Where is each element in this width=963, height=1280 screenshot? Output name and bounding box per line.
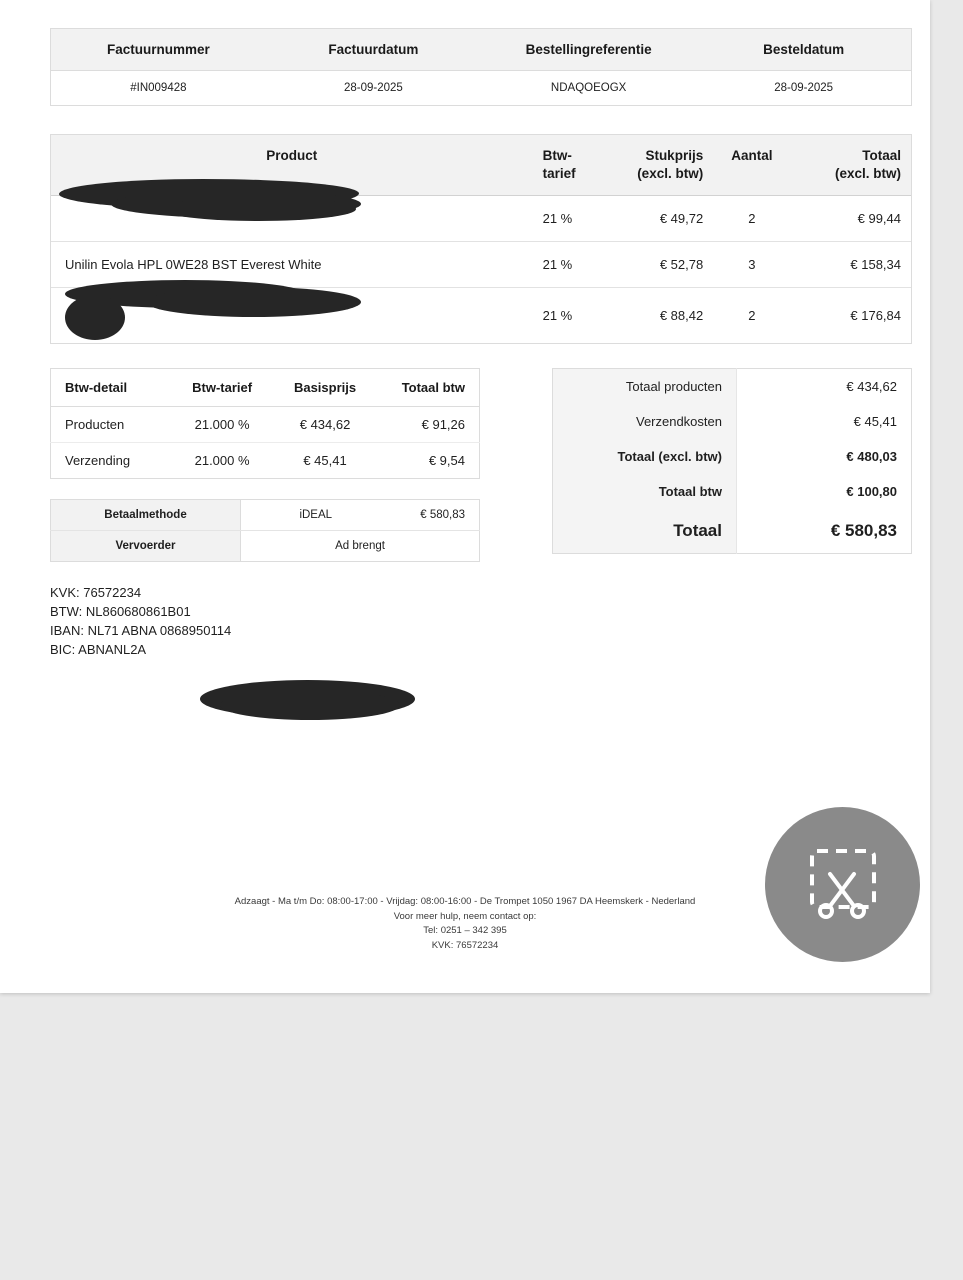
invoice-summary-section (50, 368, 912, 562)
product-total: € 99,44 (791, 196, 911, 242)
table-row (553, 509, 912, 554)
products-header-quantity: Aantal (713, 135, 790, 196)
vat-rate-line-2: tarief (542, 166, 576, 182)
total-line-1: Totaal (862, 148, 901, 163)
product-vat-rate: 21 % (533, 242, 602, 288)
meta-value-order-date: 28-09-2025 (696, 71, 911, 106)
table-row (51, 531, 480, 562)
meta-header-invoice-date: Factuurdatum (266, 29, 481, 71)
vat-detail-rate: 21.000 % (194, 453, 250, 469)
summary-left-column (50, 368, 480, 562)
carrier-label: Vervoerder (51, 531, 241, 562)
summary-right-column (552, 368, 912, 554)
product-unit-price: € 49,72 (601, 196, 713, 242)
table-row (51, 71, 912, 106)
company-details (50, 584, 912, 659)
redaction-mark (200, 680, 415, 718)
totals-label-products: Totaal producten (625, 379, 722, 395)
product-quantity: 2 (713, 288, 790, 344)
carrier-value: Ad brengt (335, 540, 385, 553)
vat-detail-base: € 45,41 (303, 453, 347, 469)
unit-price-line-1: Stukprijs (645, 148, 704, 163)
company-bic: BIC: ABNANL2A (50, 641, 147, 657)
products-header-vat-rate (533, 135, 602, 196)
invoice-content (50, 28, 912, 660)
snapshot-crop-icon (808, 848, 878, 922)
products-header-product: Product (51, 135, 533, 196)
totals-value-grand: € 580,83 (737, 509, 912, 554)
invoice-meta-table (50, 28, 912, 106)
products-table-container (50, 134, 912, 344)
company-kvk: KVK: 76572234 (50, 585, 142, 601)
footer-line-2: Voor meer hulp, neem contact op: (393, 910, 537, 922)
payment-method-label: Betaalmethode (51, 500, 241, 531)
snapshot-crop-button[interactable] (765, 807, 920, 962)
table-row (51, 242, 911, 288)
company-btw: BTW: NL860680861B01 (50, 604, 191, 620)
totals-label-grand: Totaal (673, 521, 722, 541)
table-row (51, 288, 911, 344)
table-header-row (51, 29, 912, 71)
payment-method-amount: € 580,83 (391, 500, 480, 531)
totals-label-vat: Totaal btw (658, 484, 722, 500)
meta-value-order-reference: NDAQOEOGX (481, 71, 696, 106)
total-line-2: (excl. btw) (834, 166, 901, 182)
product-quantity: 3 (713, 242, 790, 288)
vat-detail-header-total: Totaal btw (377, 369, 480, 407)
vat-detail-header-label: Btw-detail (51, 369, 171, 407)
footer-line-1: Adzaagt - Ma t/m Do: 08:00-17:00 - Vrijdag: 08:00-16:00 - De Trompet 1050 1967 DA Heemskerk - Nederland (234, 896, 696, 907)
product-vat-rate: 21 % (533, 196, 602, 242)
footer-line-4: KVK: 76572234 (431, 940, 499, 952)
payment-method-table (50, 499, 480, 562)
payment-method-value: iDEAL (241, 500, 391, 531)
vat-detail-header-base: Basisprijs (274, 369, 377, 407)
product-name: Unilin Evola HPL 0WE28 BST Everest White (51, 242, 533, 288)
table-row (553, 369, 912, 405)
meta-header-order-reference: Bestellingreferentie (481, 29, 696, 71)
totals-value-shipping: € 45,41 (737, 404, 912, 439)
footer-line-3: Tel: 0251 – 342 395 (423, 925, 507, 937)
product-total: € 158,34 (791, 242, 911, 288)
totals-value-excl-vat: € 480,03 (737, 439, 912, 474)
product-name (51, 288, 533, 344)
vat-detail-base: € 434,62 (274, 407, 377, 443)
vat-detail-table (50, 368, 480, 479)
product-unit-price: € 88,42 (601, 288, 713, 344)
products-header-unit-price (601, 135, 713, 196)
products-header-total (791, 135, 911, 196)
totals-label-excl-vat: Totaal (excl. btw) (617, 449, 722, 465)
products-table (51, 135, 911, 343)
table-row (553, 439, 912, 474)
table-row (51, 196, 911, 242)
vat-detail-header-rate: Btw-tarief (171, 369, 274, 407)
table-row (51, 407, 480, 443)
table-row (553, 474, 912, 509)
totals-value-products: € 434,62 (737, 369, 912, 405)
vat-detail-rate: 21.000 % (171, 407, 274, 443)
table-header-row (51, 135, 911, 196)
vat-detail-total: € 9,54 (428, 453, 465, 469)
table-row (553, 404, 912, 439)
vat-detail-label: Verzending (65, 453, 131, 469)
company-iban: IBAN: NL71 ABNA 0868950114 (50, 623, 232, 639)
meta-value-invoice-date: 28-09-2025 (266, 71, 481, 106)
totals-value-vat: € 100,80 (737, 474, 912, 509)
table-header-row (51, 369, 480, 407)
vat-detail-total: € 91,26 (377, 407, 480, 443)
vat-detail-label: Producten (51, 407, 171, 443)
product-quantity: 2 (713, 196, 790, 242)
unit-price-line-2: (excl. btw) (637, 166, 704, 182)
product-total: € 176,84 (791, 288, 911, 344)
table-row (51, 443, 480, 479)
meta-header-order-date: Besteldatum (696, 29, 911, 71)
meta-value-invoice-number: #IN009428 (51, 71, 266, 106)
product-vat-rate: 21 % (533, 288, 602, 344)
vat-rate-line-1: Btw- (542, 148, 572, 163)
totals-label-shipping: Verzendkosten (635, 414, 722, 430)
totals-table (552, 368, 912, 554)
product-unit-price: € 52,78 (601, 242, 713, 288)
meta-header-invoice-number: Factuurnummer (51, 29, 266, 71)
product-name (51, 196, 533, 242)
redaction-mark (220, 690, 400, 720)
table-row (51, 500, 480, 531)
